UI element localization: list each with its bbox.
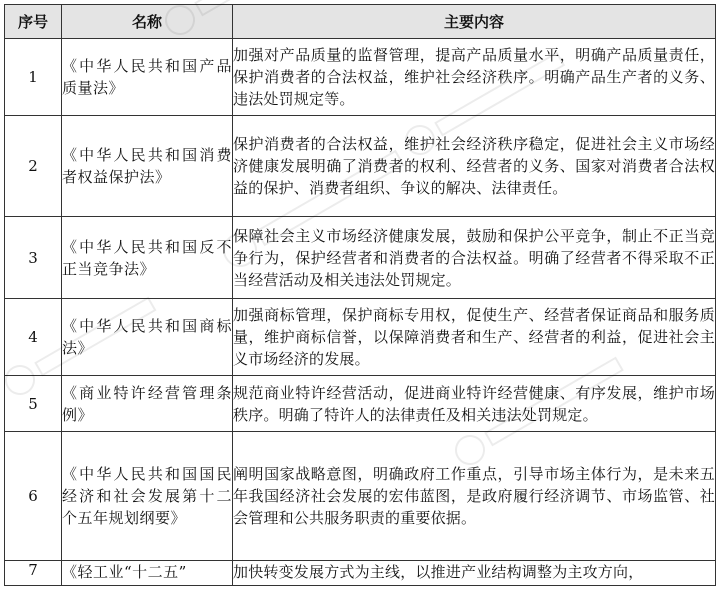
regulation-name: 《中华人民共和国消费者权益保护法》 (62, 116, 233, 217)
table-header (5, 5, 716, 39)
regulation-content: 保护消费者的合法权益，维护社会经济秩序稳定，促进社会主义市场经济健康发展明确了消费者的权利、经营者的义务、国家对消费者合法权益的保护、消费者组织、争议的解决、法律责任。 (233, 116, 716, 217)
table-row (5, 116, 716, 217)
table-body (5, 39, 716, 586)
table-row (5, 376, 716, 432)
row-number: 2 (5, 116, 62, 217)
regulation-name: 《中华人民共和国产品质量法》 (62, 39, 233, 116)
header-no: 序号 (5, 5, 62, 39)
regulation-content: 加强对产品质量的监督管理，提高产品质量水平，明确产品质量责任，保护消费者的合法权益，维护社会经济秩序。明确产品生产者的义务、违法处罚规定等。 (233, 39, 716, 116)
row-number: 5 (5, 376, 62, 432)
table-row (5, 299, 716, 376)
regulation-name: 《轻工业“十二五” (62, 561, 233, 586)
row-number: 6 (5, 432, 62, 561)
row-number: 4 (5, 299, 62, 376)
regulation-name: 《中华人民共和国反不正当竞争法》 (62, 217, 233, 299)
header-row (5, 5, 716, 39)
row-number: 1 (5, 39, 62, 116)
table-row (5, 217, 716, 299)
regulations-table (4, 4, 716, 586)
header-content: 主要内容 (233, 5, 716, 39)
regulation-name: 《中华人民共和国国民经济和社会发展第十二个五年规划纲要》 (62, 432, 233, 561)
regulation-content: 加快转变发展方式为主线，以推进产业结构调整为主攻方向， (233, 561, 716, 586)
row-number: 3 (5, 217, 62, 299)
table-row (5, 561, 716, 586)
regulation-name: 《商业特许经营管理条例》 (62, 376, 233, 432)
row-number: 7 (5, 561, 62, 586)
regulation-content: 加强商标管理，保护商标专用权，促使生产、经营者保证商品和服务质量，维护商标信誉，以保障消费者和生产、经营者的利益，促进社会主义市场经济的发展。 (233, 299, 716, 376)
table-row (5, 39, 716, 116)
regulation-content: 规范商业特许经营活动，促进商业特许经营健康、有序发展，维护市场秩序。明确了特许人的法律责任及相关违法处罚规定。 (233, 376, 716, 432)
regulation-content: 阐明国家战略意图，明确政府工作重点，引导市场主体行为，是未来五年我国经济社会发展的宏伟蓝图，是政府履行经济调节、市场监管、社会管理和公共服务职责的重要依据。 (233, 432, 716, 561)
table-row (5, 432, 716, 561)
regulation-content: 保障社会主义市场经济健康发展，鼓励和保护公平竞争，制止不正当竞争行为，保护经营者和消费者的合法权益。明确了经营者不得采取不正当经营活动及相关违法处罚规定。 (233, 217, 716, 299)
regulation-name: 《中华人民共和国商标法》 (62, 299, 233, 376)
header-name: 名称 (62, 5, 233, 39)
